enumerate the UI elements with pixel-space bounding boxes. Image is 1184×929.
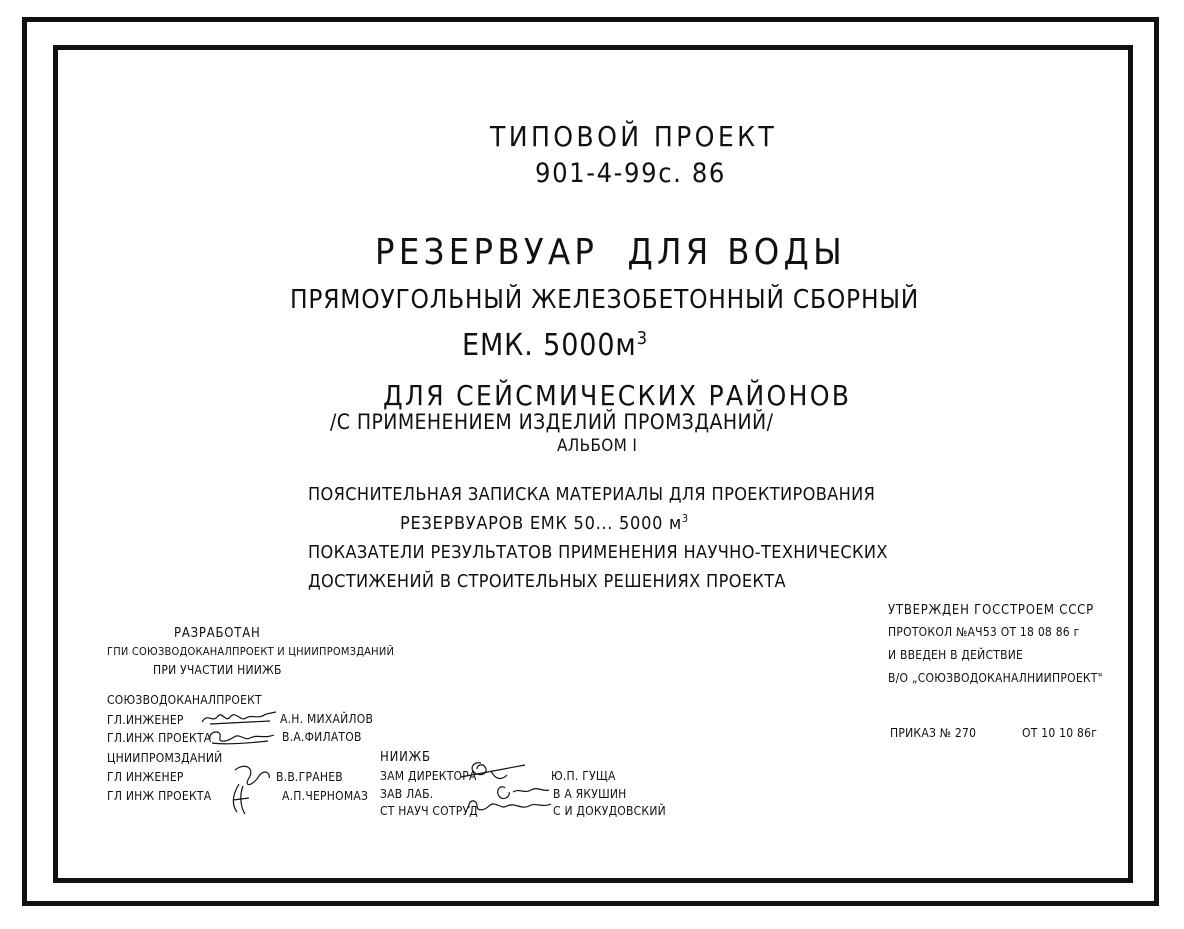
contents-line-2-power: 3: [681, 512, 689, 525]
signature-mikhaylov: [200, 708, 280, 728]
org-niizhb: НИИЖБ: [380, 750, 431, 765]
signature-gushcha: [455, 755, 535, 785]
name-gushcha: Ю.П. ГУЩА: [551, 769, 616, 783]
main-title: РЕЗЕРВУАР ДЛЯ ВОДЫ: [375, 232, 847, 273]
name-mikhaylov: А.Н. МИХАЙЛОВ: [280, 712, 374, 726]
name-granev: В.В.ГРАНЕВ: [276, 770, 343, 784]
developed-line-1: ГПИ СОЮЗВОДОКАНАЛПРОЕКТ И ЦНИИПРОМЗДАНИЙ: [107, 645, 395, 658]
role-deputy-director: ЗАМ ДИРЕКТОРА: [380, 769, 477, 783]
promzdaniy-note: /С ПРИМЕНЕНИЕМ ИЗДЕЛИЙ ПРОМЗДАНИЙ/: [330, 410, 774, 434]
signature-yakushin-dokudovskiy: [465, 782, 553, 816]
org-soyuzvodokanalproekt: СОЮЗВОДОКАНАЛПРОЕКТ: [107, 693, 262, 707]
signature-filatov: [206, 727, 278, 747]
contents-line-2: [400, 512, 689, 534]
contents-line-1: ПОЯСНИТЕЛЬНАЯ ЗАПИСКА МАТЕРИАЛЫ ДЛЯ ПРОЕКТИРОВАНИЯ: [308, 484, 876, 505]
role-lab-head: ЗАВ ЛАБ.: [380, 787, 434, 801]
project-number: 901-4-99с. 86: [535, 158, 726, 189]
project-type: ТИПОВОЙ ПРОЕКТ: [490, 120, 778, 153]
approval-line-4: В/О „СОЮЗВОДОКАНАЛНИИПРОЕКТ": [888, 671, 1103, 685]
role-chief-project-engineer-1: ГЛ.ИНЖ ПРОЕКТА: [107, 731, 212, 745]
name-filatov: В.А.ФИЛАТОВ: [282, 730, 362, 744]
capacity-value: ЕМК. 5000м: [462, 328, 637, 363]
approval-line-1: УТВЕРЖДЕН ГОССТРОЕМ СССР: [888, 603, 1094, 618]
name-chernomaz: А.П.ЧЕРНОМАЗ: [282, 789, 369, 803]
contents-line-4: ДОСТИЖЕНИЙ В СТРОИТЕЛЬНЫХ РЕШЕНИЯХ ПРОЕКТА: [308, 571, 786, 592]
developed-line-2: ПРИ УЧАСТИИ НИИЖБ: [153, 663, 282, 677]
subtitle: ПРЯМОУГОЛЬНЫЙ ЖЕЛЕЗОБЕТОННЫЙ СБОРНЫЙ: [290, 285, 920, 315]
name-dokudovskiy: С И ДОКУДОВСКИЙ: [553, 804, 666, 818]
role-senior-researcher: СТ НАУЧ СОТРУД: [380, 804, 478, 818]
contents-line-2-text: РЕЗЕРВУАРОВ ЕМК 50... 5000 м: [400, 513, 682, 534]
capacity: [462, 328, 648, 363]
order-date: ОТ 10 10 86г: [1022, 726, 1098, 740]
order-number: ПРИКАЗ № 270: [890, 726, 977, 740]
seismic-line: ДЛЯ СЕЙСМИЧЕСКИХ РАЙОНОВ: [383, 379, 852, 412]
role-chief-engineer-1: ГЛ.ИНЖЕНЕР: [107, 713, 184, 727]
name-yakushin: В А ЯКУШИН: [553, 787, 627, 801]
org-tsniipromzdaniy: ЦНИИПРОМЗДАНИЙ: [107, 751, 223, 765]
approval-line-3: И ВВЕДЕН В ДЕЙСТВИЕ: [888, 648, 1024, 662]
developed-heading: РАЗРАБОТАН: [174, 626, 261, 641]
album-label: АЛЬБОМ I: [557, 436, 638, 456]
role-chief-engineer-2: ГЛ ИНЖЕНЕР: [107, 770, 184, 784]
approval-line-2: ПРОТОКОЛ №АЧ53 ОТ 18 08 86 г: [888, 625, 1080, 639]
capacity-unit-power: 3: [636, 328, 648, 349]
contents-line-3: ПОКАЗАТЕЛИ РЕЗУЛЬТАТОВ ПРИМЕНЕНИЯ НАУЧНО-ТЕХНИЧЕСКИХ: [308, 542, 888, 563]
signature-granev: [225, 760, 275, 820]
role-chief-project-engineer-2: ГЛ ИНЖ ПРОЕКТА: [107, 789, 212, 803]
